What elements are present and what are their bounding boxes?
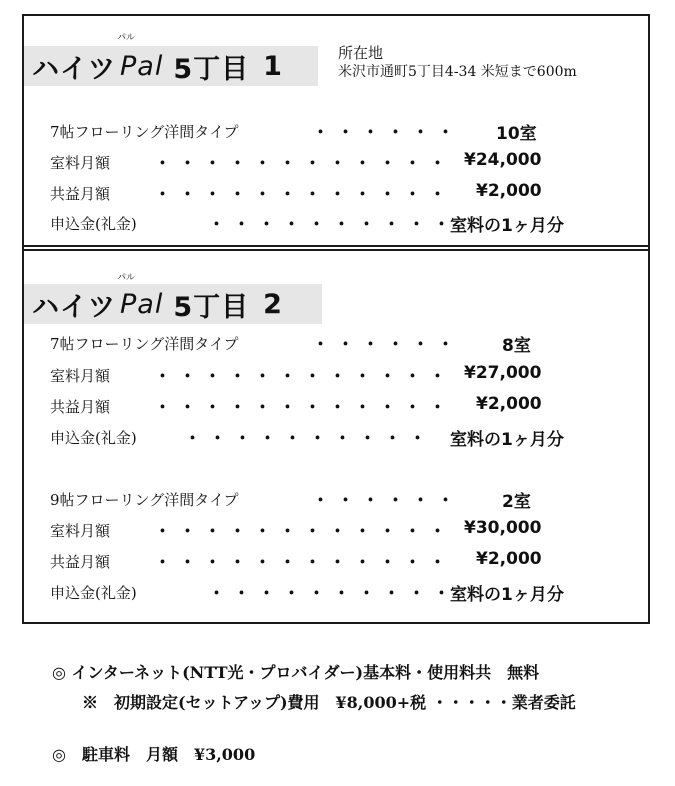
row-dots: ・・・・・・・・・・・・: [154, 154, 454, 174]
row-value: ¥24,000: [464, 150, 542, 170]
row-dots: ・・・・・・・・・・・・: [154, 522, 454, 542]
row-label: 室料月額: [50, 367, 111, 385]
building2-b-row-common: [50, 548, 630, 576]
building2-prefix: ハイツ: [32, 291, 116, 323]
row-dots: ・・・・・・・・・・・・: [154, 185, 454, 205]
building1-row-deposit: [50, 210, 630, 238]
row-value: ¥2,000: [476, 181, 542, 201]
building1-chome: 5丁目: [173, 53, 250, 85]
building2-ruby: パル: [117, 273, 136, 283]
row-value: 室料の1ヶ月分: [450, 216, 564, 236]
row-label: 申込金(礼金): [50, 584, 137, 602]
row-value: ¥2,000: [476, 394, 542, 414]
building1-row-common: [50, 180, 630, 208]
row-label: 室料月額: [50, 522, 111, 540]
building2-a-row-type: [50, 330, 630, 358]
building2-a-row-deposit: [50, 424, 630, 452]
row-value: ¥30,000: [464, 518, 542, 538]
building1-row-type: [50, 118, 630, 146]
row-value: 8室: [502, 336, 531, 356]
row-value: ¥27,000: [464, 363, 542, 383]
row-value: ¥2,000: [476, 549, 542, 569]
building1-pal: Pal: [120, 50, 164, 82]
building1-ruby: パル: [117, 33, 136, 43]
section-divider: [22, 245, 650, 251]
building1-location: [338, 44, 577, 82]
building2-number: 2: [263, 288, 283, 320]
row-value: 2室: [502, 492, 531, 512]
building2-b-row-type: [50, 486, 630, 514]
row-label: 室料月額: [50, 154, 111, 172]
row-dots: ・・・・・・: [312, 123, 462, 143]
row-dots: ・・・・・・・・・・: [208, 584, 458, 604]
location-address: 米沢市通町5丁目4-34 米短まで600m: [338, 64, 577, 80]
building2-pal: Pal: [120, 288, 164, 320]
row-dots: ・・・・・・・・・・・・: [154, 553, 454, 573]
building2-a-row-rent: [50, 362, 630, 390]
parking-note: ◎ 駐車料 月額 ¥3,000: [52, 745, 256, 764]
location-label: 所在地: [338, 44, 384, 62]
row-value: 10室: [496, 124, 537, 144]
row-dots: ・・・・・・: [312, 335, 462, 355]
internet-note: ◎ インターネット(NTT光・プロバイダー)基本料・使用料共 無料: [52, 663, 540, 682]
row-label: 共益月額: [50, 553, 111, 571]
building2-title: [24, 284, 322, 324]
building1-number: 1: [263, 50, 283, 82]
row-dots: ・・・・・・・・・・・・: [154, 398, 454, 418]
building2-a-row-common: [50, 393, 630, 421]
building1-title: [24, 46, 318, 86]
setup-note: ※ 初期設定(セットアップ)費用 ¥8,000+税 ・・・・・業者委託: [82, 693, 576, 712]
row-dots: ・・・・・・: [312, 491, 462, 511]
row-dots: ・・・・・・・・・・: [208, 215, 458, 235]
building1-row-rent: [50, 149, 630, 177]
row-label: 申込金(礼金): [50, 429, 137, 447]
row-label: 7帖フローリング洋間タイプ: [50, 335, 239, 353]
row-value: 室料の1ヶ月分: [450, 585, 564, 605]
row-dots: ・・・・・・・・・・: [184, 429, 434, 449]
row-label: 共益月額: [50, 398, 111, 416]
row-label: 申込金(礼金): [50, 215, 137, 233]
row-label: 共益月額: [50, 185, 111, 203]
building2-b-row-deposit: [50, 579, 630, 607]
building1-prefix: ハイツ: [32, 53, 116, 85]
row-label: 9帖フローリング洋間タイプ: [50, 491, 239, 509]
row-dots: ・・・・・・・・・・・・: [154, 367, 454, 387]
row-value: 室料の1ヶ月分: [450, 430, 564, 450]
row-label: 7帖フローリング洋間タイプ: [50, 123, 239, 141]
building2-b-row-rent: [50, 517, 630, 545]
building2-chome: 5丁目: [173, 291, 250, 323]
